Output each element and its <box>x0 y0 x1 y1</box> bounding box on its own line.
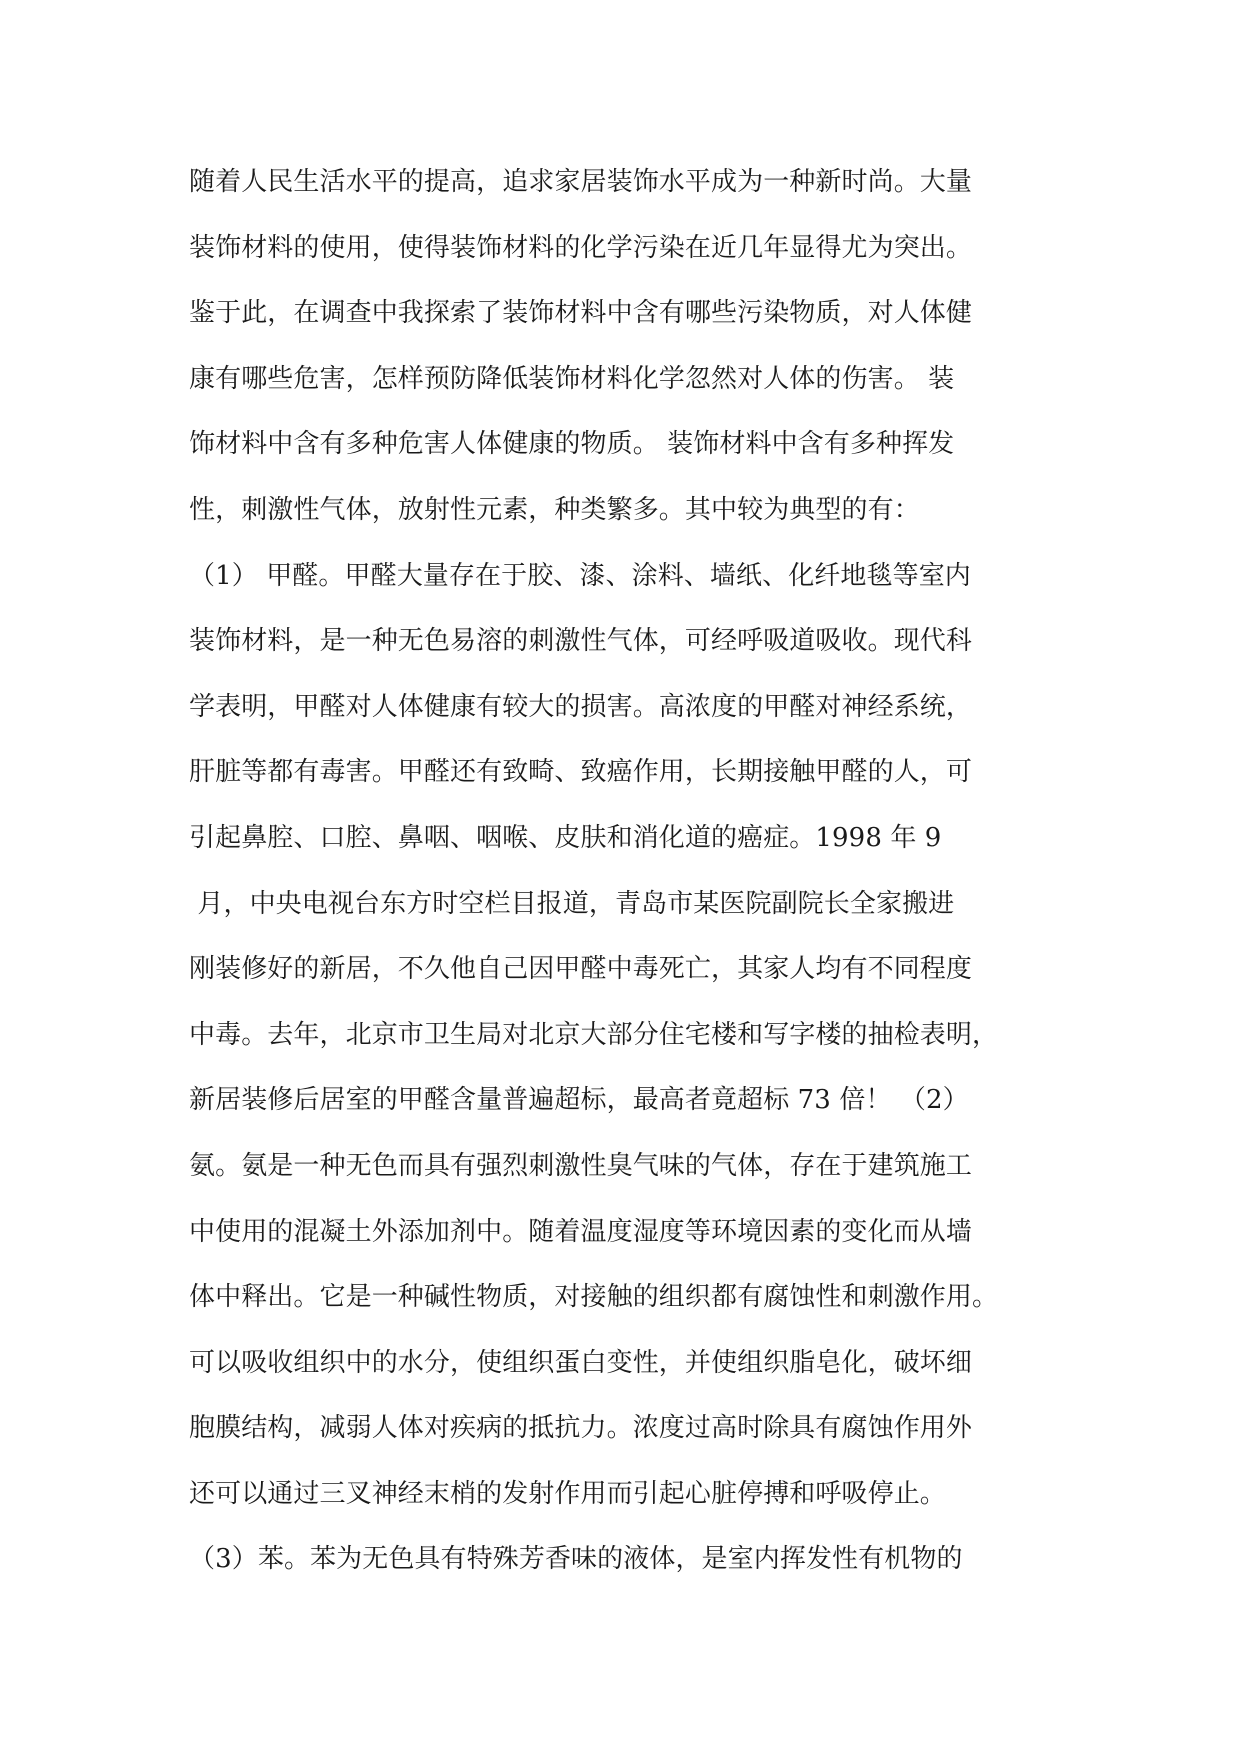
text-line: （1） 甲醛。甲醛大量存在于胶、漆、涂料、墙纸、化纤地毯等室内 <box>189 560 971 591</box>
text-line: 饰材料中含有多种危害人体健康的物质。 装饰材料中含有多种挥发 <box>189 429 955 460</box>
text-line: 引起鼻腔、口腔、鼻咽、咽喉、皮肤和消化道的癌症。1998 年 9 <box>189 822 942 853</box>
text-line: 肝脏等都有毒害。甲醛还有致畸、致癌作用，长期接触甲醛的人，可 <box>189 757 973 788</box>
text-line: 装饰材料，是一种无色易溶的刺激性气体，可经呼吸道吸收。现代科 <box>189 626 973 657</box>
text-line: 体中释出。它是一种碱性物质，对接触的组织都有腐蚀性和刺激作用。 <box>189 1282 999 1313</box>
text-line: 随着人民生活水平的提高，追求家居装饰水平成为一种新时尚。大量 <box>189 167 973 197</box>
text-line: 还可以通过三叉神经末梢的发射作用而引起心脏停搏和呼吸停止。 <box>189 1478 946 1509</box>
text-line: 性，刺激性气体，放射性元素，种类繁多。其中较为典型的有： <box>189 494 920 525</box>
text-line: 月，中央电视台东方时空栏目报道，青岛市某医院副院长全家搬进 <box>189 888 955 919</box>
text-line: （3）苯。苯为无色具有特殊芳香味的液体，是室内挥发性有机物的 <box>189 1544 963 1575</box>
text-line: 氨。氨是一种无色而具有强烈刺激性臭气味的气体，存在于建筑施工 <box>189 1150 973 1181</box>
text-line: 装饰材料的使用，使得装饰材料的化学污染在近几年显得尤为突出。 <box>189 232 973 263</box>
body-text <box>189 162 1069 1605</box>
text-line: 学表明，甲醛对人体健康有较大的损害。高浓度的甲醛对神经系统， <box>189 691 973 722</box>
text-line: 康有哪些危害，怎样预防降低装饰材料化学忽然对人体的伤害。 装 <box>189 363 955 394</box>
text-line: 新居装修后居室的甲醛含量普遍超标，最高者竟超标 73 倍！ （2） <box>189 1085 969 1116</box>
text-line: 刚装修好的新居，不久他自己因甲醛中毒死亡，其家人均有不同程度 <box>189 954 973 985</box>
text-line: 鉴于此，在调查中我探索了装饰材料中含有哪些污染物质，对人体健 <box>189 298 973 329</box>
text-line: 可以吸收组织中的水分，使组织蛋白变性，并使组织脂皂化，破坏细 <box>189 1347 973 1378</box>
text-line: 中使用的混凝土外添加剂中。随着温度湿度等环境因素的变化而从墙 <box>189 1216 973 1247</box>
text-line: 胞膜结构，减弱人体对疾病的抵抗力。浓度过高时除具有腐蚀作用外 <box>189 1413 973 1444</box>
text-line: 中毒。去年，北京市卫生局对北京大部分住宅楼和写字楼的抽检表明， <box>189 1019 999 1050</box>
